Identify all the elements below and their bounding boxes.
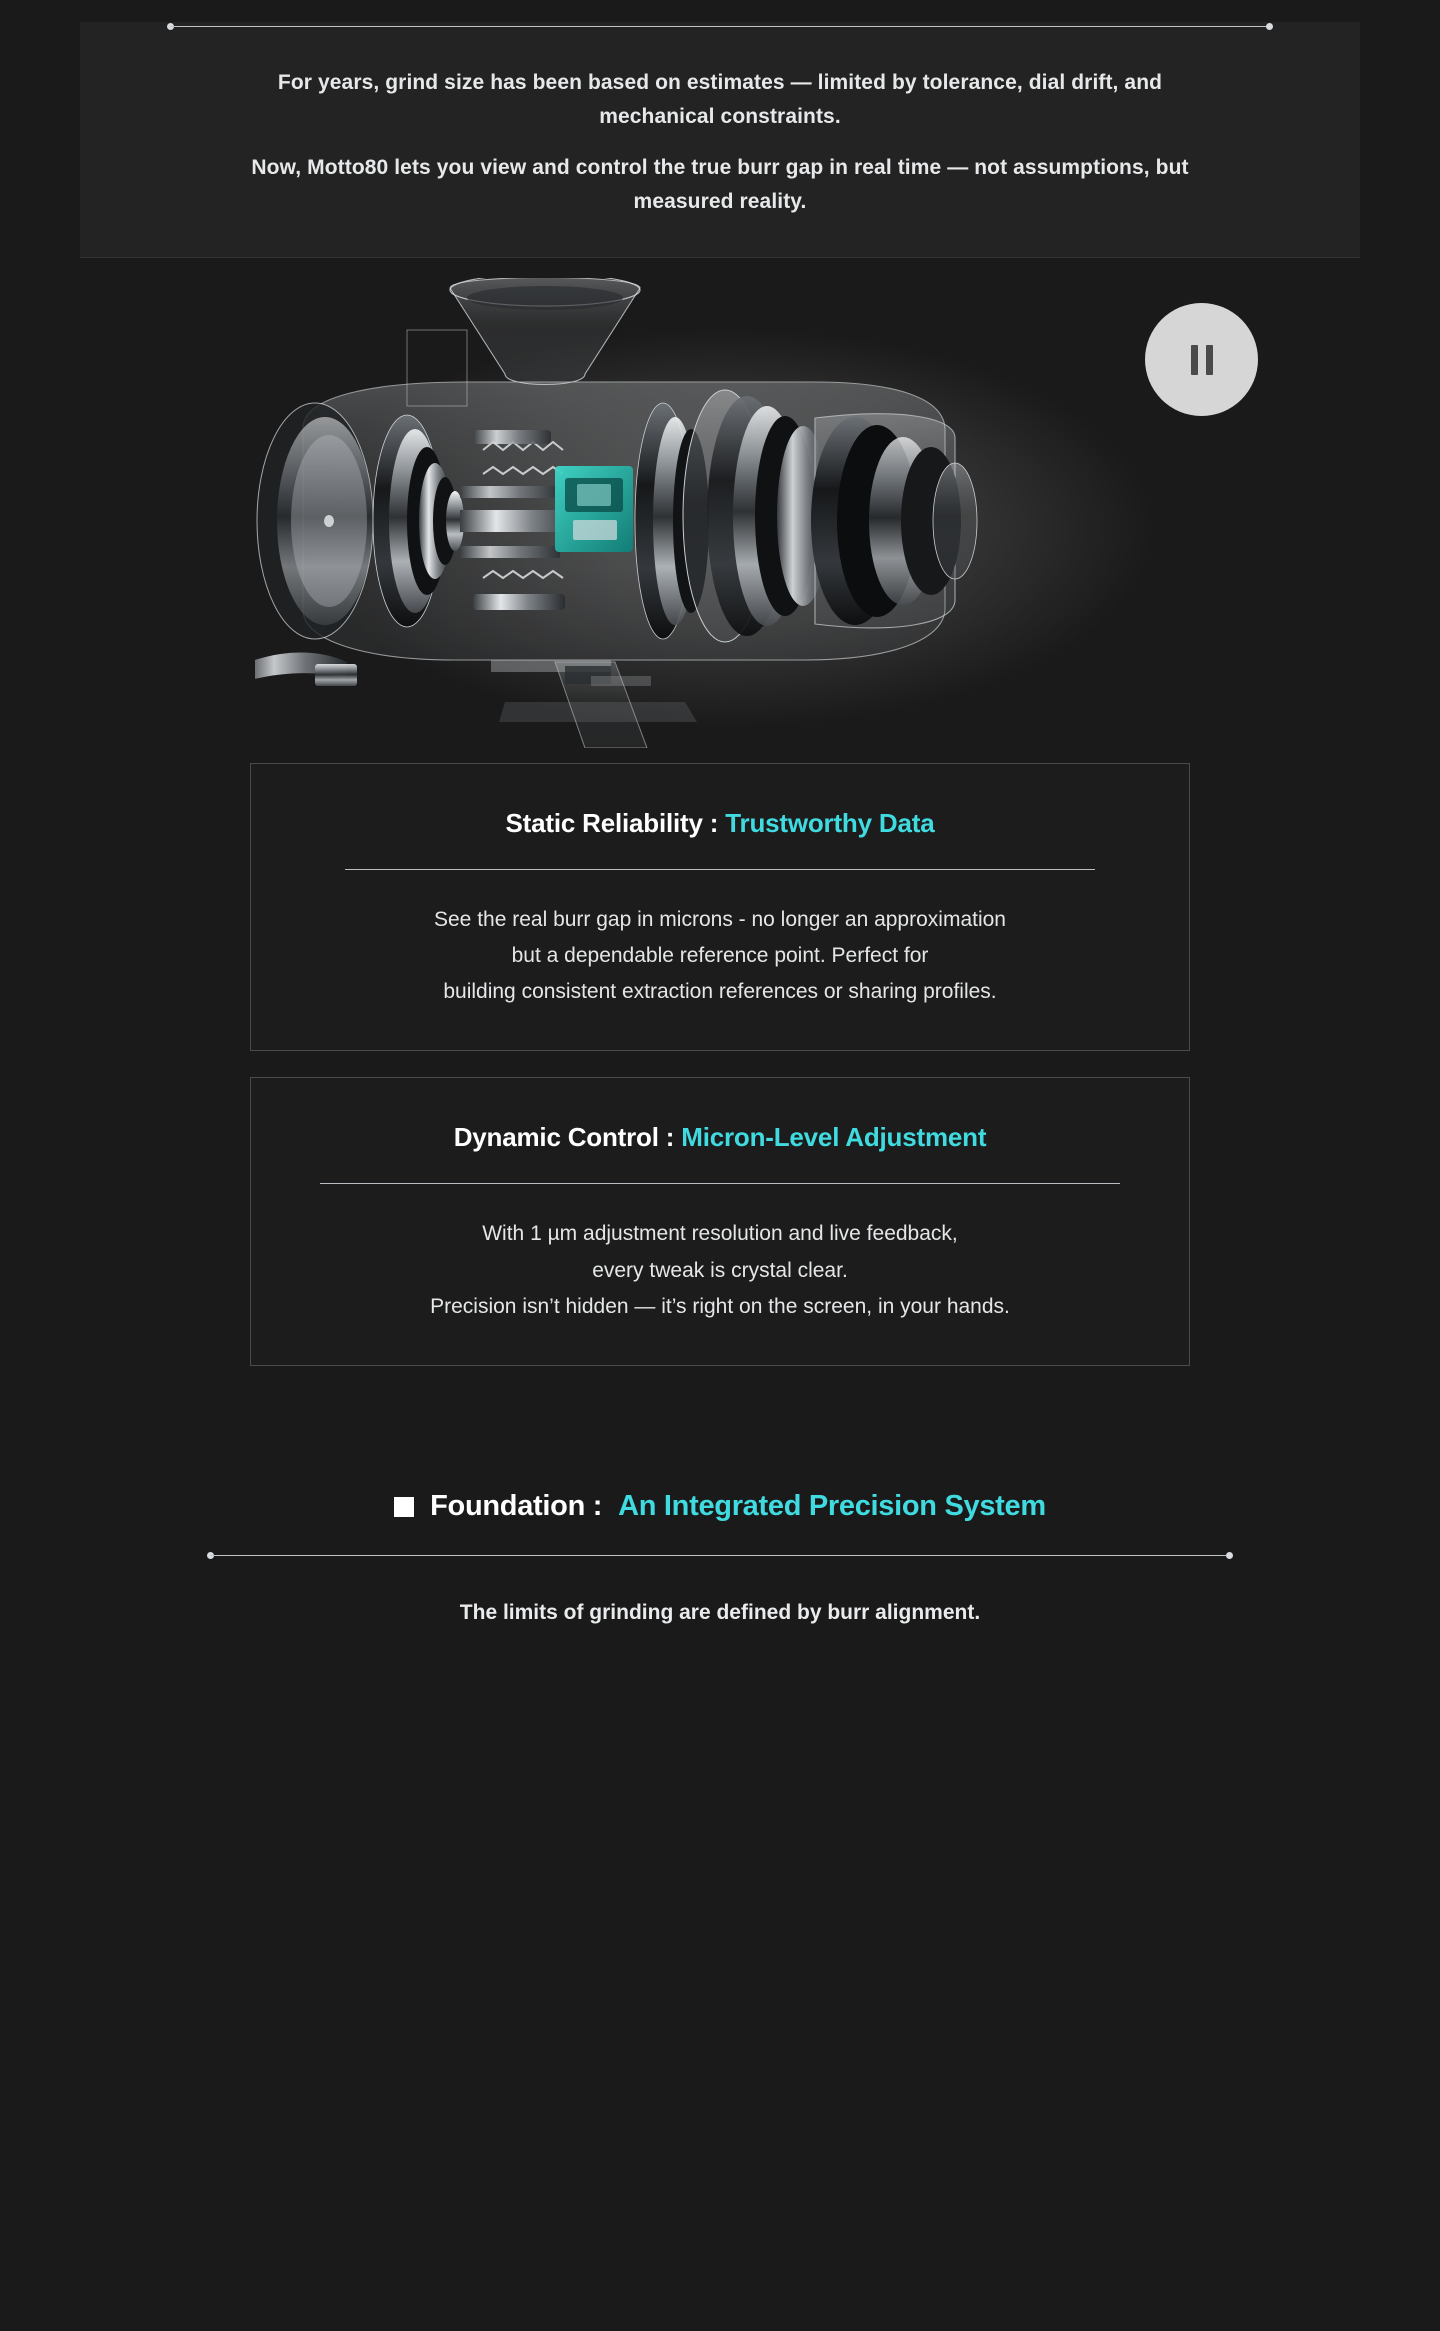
square-bullet-icon bbox=[394, 1497, 414, 1517]
card-body-line-3: Precision isn’t hidden — it’s right on the screen, in your hands. bbox=[430, 1294, 1010, 1318]
card-body-line-1: With 1 µm adjustment resolution and live feedback, bbox=[482, 1222, 958, 1246]
card-static-reliability bbox=[250, 763, 1190, 1051]
intro-paragraph-1: For years, grind size has been based on estimates — limited by tolerance, dial drift, and mechanical constraints. bbox=[277, 71, 1163, 129]
pause-icon-bar-left bbox=[1191, 345, 1198, 375]
card-title-main: Dynamic Control : bbox=[453, 1122, 682, 1153]
divider-bar bbox=[210, 1555, 1230, 1556]
foundation-subtitle: The limits of grinding are defined by burr alignment. bbox=[459, 1600, 981, 1624]
foundation-section bbox=[0, 1432, 1440, 1685]
card-title-accent: Micron-Level Adjustment bbox=[681, 1122, 987, 1153]
card-body-line-1: See the real burr gap in microns - no longer an approximation bbox=[434, 908, 1006, 932]
card-body-line-2: but a dependable reference point. Perfect for bbox=[511, 944, 929, 968]
card-body-line-2: every tweak is crystal clear. bbox=[592, 1258, 848, 1282]
foundation-title-accent: An Integrated Precision System bbox=[618, 1489, 1046, 1522]
card-rule bbox=[320, 1183, 1120, 1184]
grinder-cutaway-image bbox=[255, 278, 1205, 748]
foundation-divider bbox=[210, 1551, 1230, 1561]
card-title bbox=[291, 1122, 1149, 1153]
intro-divider bbox=[170, 22, 1270, 32]
product-media-section bbox=[0, 258, 1440, 763]
divider-dot-right bbox=[1266, 23, 1273, 30]
divider-bar bbox=[170, 26, 1270, 27]
feature-cards bbox=[0, 763, 1440, 1432]
intro-copy bbox=[220, 66, 1220, 219]
pause-icon-bar-right bbox=[1206, 345, 1213, 375]
card-title-main: Static Reliability : bbox=[505, 808, 726, 839]
card-title-accent: Trustworthy Data bbox=[725, 808, 935, 839]
card-rule bbox=[345, 869, 1095, 870]
card-body-line-3: building consistent extraction references or sharing profiles. bbox=[443, 980, 997, 1004]
foundation-heading bbox=[0, 1490, 1440, 1523]
card-dynamic-control bbox=[250, 1077, 1190, 1365]
top-spacer bbox=[0, 0, 1360, 22]
foundation-title-main: Foundation : bbox=[430, 1489, 603, 1522]
card-body bbox=[291, 1216, 1149, 1324]
intro-paragraph-2: Now, Motto80 lets you view and control the true burr gap in real time — not assumptions, but measured reality. bbox=[251, 156, 1189, 214]
pause-button[interactable] bbox=[1145, 303, 1258, 416]
card-body bbox=[291, 902, 1149, 1010]
card-title bbox=[291, 808, 1149, 839]
divider-dot-right bbox=[1226, 1552, 1233, 1559]
intro-section bbox=[80, 22, 1360, 258]
